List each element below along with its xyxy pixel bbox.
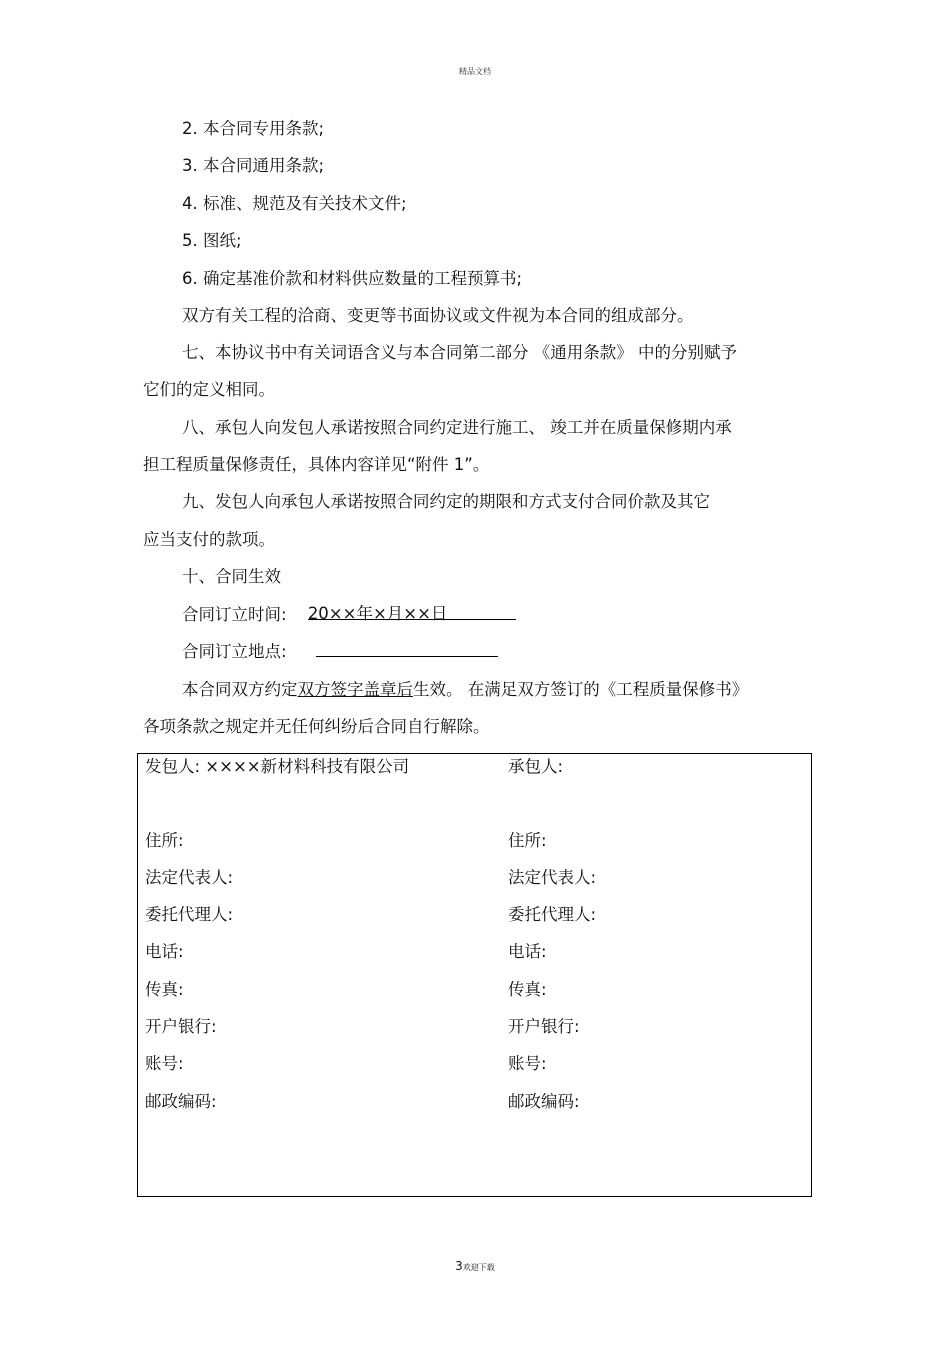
- party-b-legal-rep: 法定代表人:: [508, 868, 597, 887]
- clause-7-line-2: 它们的定义相同。: [143, 380, 275, 399]
- party-b-fax: 传真:: [508, 980, 547, 999]
- clause-8-line-1: 八、承包人向发包人承诺按照合同约定进行施工、 竣工并在质量保修期内承: [182, 418, 732, 437]
- sign-time-row: [182, 604, 516, 626]
- party-a-fax: 传真:: [145, 980, 184, 999]
- list-item: 6. 确定基准价款和材料供应数量的工程预算书;: [182, 269, 523, 288]
- composition-paragraph: 双方有关工程的洽商、变更等书面协议或文件视为本合同的组成部分。: [182, 306, 694, 325]
- party-b-account: 账号:: [508, 1054, 547, 1073]
- sign-place-row: [182, 641, 498, 663]
- page-number: 3: [455, 1259, 463, 1273]
- party-b-agent: 委托代理人:: [508, 905, 597, 924]
- clause-9-line-1: 九、发包人向承包人承诺按照合同约定的期限和方式支付合同价款及其它: [182, 492, 710, 511]
- party-a-postcode: 邮政编码:: [145, 1092, 217, 1111]
- list-item: 4. 标准、规范及有关技术文件;: [182, 194, 407, 213]
- page-header: 精品文档: [459, 67, 491, 76]
- sign-time-field: [307, 604, 516, 623]
- party-a-title: 发包人: ××××新材料科技有限公司: [145, 757, 410, 776]
- clause-7-line-1: 七、本协议书中有关词语含义与本合同第二部分 《通用条款》 中的分别赋予: [182, 343, 737, 362]
- sign-time-label: 合同订立时间:: [182, 605, 287, 624]
- list-item: 5. 图纸;: [182, 231, 242, 250]
- effect-suffix: 生效。 在满足双方签订的《工程质量保修书》: [413, 680, 749, 699]
- effect-line-1: [182, 679, 748, 701]
- sign-place-label: 合同订立地点:: [182, 642, 287, 661]
- effect-line-2: 各项条款之规定并无任何纠纷后合同自行解除。: [143, 717, 490, 736]
- sign-time-value: 20××年×月××日: [307, 604, 448, 623]
- signature-table: [137, 753, 812, 1197]
- clause-9-line-2: 应当支付的款项。: [143, 530, 275, 549]
- party-b-phone: 电话:: [508, 942, 547, 961]
- party-a-agent: 委托代理人:: [145, 905, 234, 924]
- party-a-phone: 电话:: [145, 942, 184, 961]
- list-item: 3. 本合同通用条款;: [182, 156, 325, 175]
- page-footer: [0, 1259, 950, 1273]
- party-b-address: 住所:: [508, 831, 547, 850]
- party-a-bank: 开户银行:: [145, 1017, 217, 1036]
- party-b-bank: 开户银行:: [508, 1017, 580, 1036]
- clause-10-title: 十、合同生效: [182, 567, 281, 586]
- party-a-legal-rep: 法定代表人:: [145, 868, 234, 887]
- party-b-postcode: 邮政编码:: [508, 1092, 580, 1111]
- list-item: 2. 本合同专用条款;: [182, 119, 325, 138]
- footer-text: 欢迎下载: [462, 1263, 495, 1272]
- party-b-title: 承包人:: [508, 757, 564, 776]
- sign-place-blank: [316, 642, 498, 657]
- party-a-address: 住所:: [145, 831, 184, 850]
- party-a-account: 账号:: [145, 1054, 184, 1073]
- effect-underlined: 双方签字盖章后: [297, 680, 413, 699]
- clause-8-line-2: 担工程质量保修责任，具体内容详见“附件 1”。: [143, 455, 490, 474]
- effect-prefix: 本合同双方约定: [182, 680, 298, 699]
